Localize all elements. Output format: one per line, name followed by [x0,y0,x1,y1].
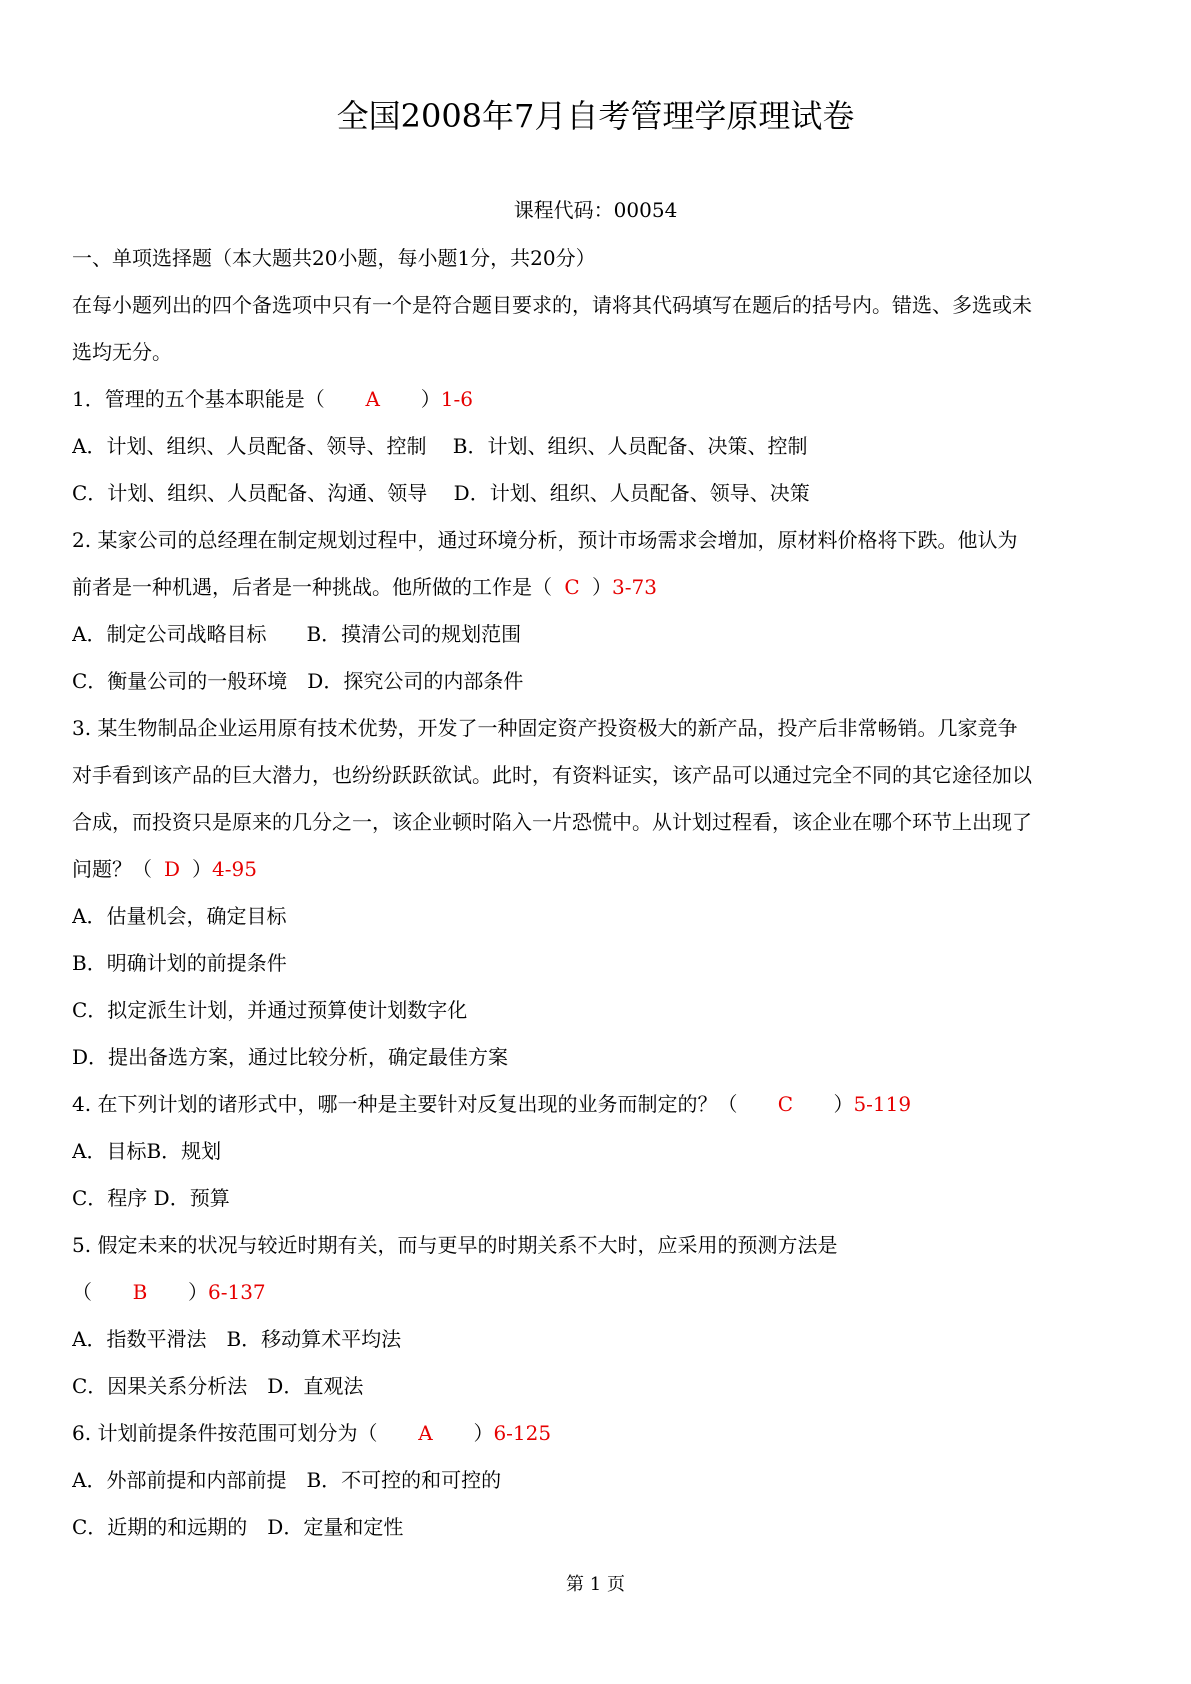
page-reference: 6-125 [493,1421,552,1445]
section-heading: 一、单项选择题（本大题共20小题，每小题1分，共20分） [72,246,596,270]
question-5-stem: 5. 假定未来的状况与较近时期有关，而与更早的时期关系不大时，应采用的预测方法是 [72,1233,838,1257]
question-4-stem: 4. 在下列计划的诸形式中，哪一种是主要针对反复出现的业务而制定的？（ C ）5-119 [72,1092,912,1116]
answer-mark: A [418,1421,433,1445]
option-line: C．拟定派生计划，并通过预算使计划数字化 [72,998,468,1022]
answer-mark: D [163,857,181,881]
page-number: 第 1 页 [566,1574,625,1595]
question-text: 问题？（ [72,857,152,881]
question-text: 6. 计划前提条件按范围可划分为（ [72,1421,378,1445]
question-2-stem-end: 前者是一种机遇，后者是一种挑战。他所做的工作是（ C ）3-73 [72,575,657,599]
page-reference: 4-95 [212,857,257,881]
page-reference: 6-137 [208,1280,266,1304]
question-text: 4. 在下列计划的诸形式中，哪一种是主要针对反复出现的业务而制定的？（ [72,1092,738,1116]
question-3-stem: 3. 某生物制品企业运用原有技术优势，开发了一种固定资产投资极大的新产品，投产后非常畅销。几家竞争 [72,716,1018,740]
option-line: A．外部前提和内部前提 B．不可控的和可控的 [72,1468,502,1492]
page-reference: 1-6 [440,387,473,411]
answer-mark: A [365,387,380,411]
answer-mark: C [777,1092,794,1116]
question-3-stem: 合成，而投资只是原来的几分之一，该企业顿时陷入一片恐慌中。从计划过程看，该企业在哪个环节上出现了 [72,810,1032,834]
question-3-stem-end: 问题？（ D ）4-95 [72,857,257,881]
option-line: C．近期的和远期的 D．定量和定性 [72,1515,404,1539]
option-line: A．估量机会，确定目标 [72,904,287,928]
option-line: C．因果关系分析法 D．直观法 [72,1374,364,1398]
course-code: 课程代码：00054 [513,198,678,222]
exam-body [72,244,1124,1560]
option-line: C．程序 D．预算 [72,1186,230,1210]
question-2-stem: 2. 某家公司的总经理在制定规划过程中，通过环境分析，预计市场需求会增加，原材料价格将下跌。他认为 [72,528,1018,552]
page-title: 全国2008年7月自考管理学原理试卷 [336,97,855,135]
option-line: A．目标B．规划 [72,1139,222,1163]
answer-mark: B [132,1280,148,1304]
question-text: （ [72,1280,92,1304]
option-line: B．明确计划的前提条件 [72,951,287,975]
question-1-stem: 1．管理的五个基本职能是（ A ）1-6 [72,387,473,411]
option-line: A．制定公司战略目标 B．摸清公司的规划范围 [72,622,522,646]
question-text: 前者是一种机遇，后者是一种挑战。他所做的工作是（ [72,575,552,599]
instruction-line: 选均无分。 [72,340,172,364]
page-reference: 5-119 [853,1092,912,1116]
option-line: C．衡量公司的一般环境 D．探究公司的内部条件 [72,669,524,693]
question-text: 1．管理的五个基本职能是（ [72,387,325,411]
option-line: A．指数平滑法 B．移动算术平均法 [72,1327,402,1351]
page-reference: 3-73 [612,575,657,599]
option-line: A．计划、组织、人员配备、领导、控制 B．计划、组织、人员配备、决策、控制 [72,434,808,458]
answer-mark: C [564,575,580,599]
option-line: D．提出备选方案，通过比较分析，确定最佳方案 [72,1045,509,1069]
question-5-stem-end: （ B ）6-137 [72,1280,266,1304]
option-line: C．计划、组织、人员配备、沟通、领导 D．计划、组织、人员配备、领导、决策 [72,481,810,505]
instruction-line: 在每小题列出的四个备选项中只有一个是符合题目要求的，请将其代码填写在题后的括号内。错选、多选或未 [72,293,1032,317]
question-6-stem: 6. 计划前提条件按范围可划分为（ A ）6-125 [72,1421,552,1445]
question-3-stem: 对手看到该产品的巨大潜力，也纷纷跃跃欲试。此时，有资料证实，该产品可以通过完全不同的其它途径加以 [72,763,1032,787]
